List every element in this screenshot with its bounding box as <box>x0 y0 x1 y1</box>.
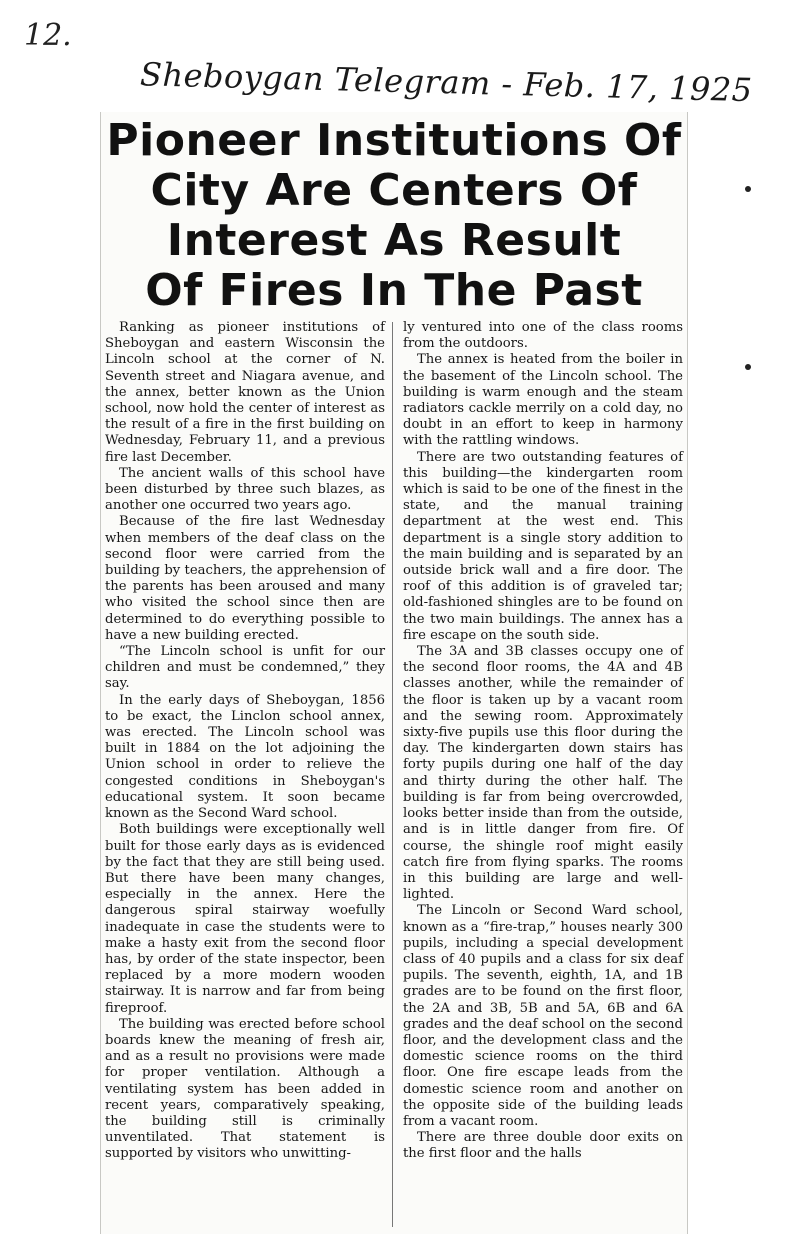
headline <box>101 116 687 316</box>
binder-hole-mark <box>745 186 751 192</box>
paragraph: The building was erected before school boards knew the meaning of fresh air, and as a result no provisions were made for proper ventilation. Although a ventilating system has been added in recent years, comparatively speaking, the building still is criminally unventilated. That statement is supported by visitors who unwitting- <box>105 1016 385 1162</box>
handwritten-source-note: Sheboygan Telegram - Feb. 17, 1925 <box>139 55 754 110</box>
paragraph: The ancient walls of this school have been disturbed by three such blazes, as another one occurred two years ago. <box>105 465 385 514</box>
paragraph: Both buildings were exceptionally well built for those early days as is evidenced by the fact that they are still being used. But there have been many changes, especially in the annex. Here the dangerous spiral stairway woefully inadequate in case the students were to make a hasty exit from the second floor has, by order of the state inspector, been replaced by a more modern wooden stairway. It is narrow and far from being fireproof. <box>105 822 385 1016</box>
paragraph: The 3A and 3B classes occupy one of the second floor rooms, the 4A and 4B classes another, while the remainder of the floor is taken up by a vacant room and the sewing room. Approximately sixty-five pupils use this floor during the day. The kindergarten down stairs has forty pupils during one half of the day and thirty during the other half. The building is far from being overcrowded, looks better inside than from the outside, and is in little danger from fire. Of course, the shingle roof might easily catch fire from flying sparks. The rooms in this building are large and well-lighted. <box>403 644 683 903</box>
page-number: 12. <box>24 18 72 53</box>
paragraph-continued: ly ventured into one of the class rooms from the outdoors. <box>403 320 683 352</box>
column-divider <box>392 322 393 1227</box>
paragraph: There are three double door exits on the first floor and the halls <box>403 1130 683 1162</box>
paragraph: The Lincoln or Second Ward school, known as a “fire-trap,” houses nearly 300 pupils, including a special development class of 40 pupils and a class for six deaf pupils. The seventh, eighth, 1A, and 1B grades are to be found on the first floor, the 2A and 3B, 5B and 5A, 6B and 6A grades and the deaf school on the second floor, and the development class and the domestic science rooms on the third floor. One fire escape leads from the domestic science room and another on the opposite side of the building leads from a vacant room. <box>403 903 683 1129</box>
paragraph: Because of the fire last Wednesday when members of the deaf class on the second floor were carried from the building by teachers, the apprehension of the parents has been aroused and many who visited the school since then are determined to do everything possible to have a new building erected. <box>105 514 385 643</box>
paragraph: “The Lincoln school is unfit for our children and must be condemned,” they say. <box>105 644 385 692</box>
headline-line-2: City Are Centers Of <box>150 165 638 216</box>
newspaper-clipping <box>100 112 688 1234</box>
headline-line-3: Interest As Result <box>166 215 622 266</box>
article-column-right <box>403 320 683 1163</box>
paragraph: The annex is heated from the boiler in the basement of the Lincoln school. The building is warm enough and the steam radiators cackle merrily on a cold day, no doubt in an effort to keep in harmony with the rattling windows. <box>403 352 683 449</box>
headline-line-4: Of Fires In The Past <box>145 265 643 316</box>
article-column-left <box>105 320 385 1163</box>
paragraph: In the early days of Sheboygan, 1856 to be exact, the Linclon school annex, was erected. The Lincoln school was built in 1884 on the lot adjoining the Union school in order to relieve the congested conditions in Sheboygan's educational system. It soon became known as the Second Ward school. <box>105 692 385 822</box>
paragraph: Ranking as pioneer institutions of Sheboygan and eastern Wisconsin the Lincoln school at the corner of N. Seventh street and Niagara avenue, and the annex, better known as the Union school, now hold the center of interest as the result of a fire in the first building on Wednesday, February 11, and a previous fire last December. <box>105 320 385 465</box>
headline-line-1: Pioneer Institutions Of <box>106 115 682 166</box>
paragraph: There are two outstanding features of this building—the kindergarten room which is said to be one of the finest in the state, and the manual training department at the west end. This department is a single story addition to the main building and is separated by an outside brick wall and a fire door. The roof of this addition is of graveled tar; old-fashioned shingles are to be found on the two main buildings. The annex has a fire escape on the south side. <box>403 449 683 643</box>
binder-hole-mark <box>745 364 751 370</box>
